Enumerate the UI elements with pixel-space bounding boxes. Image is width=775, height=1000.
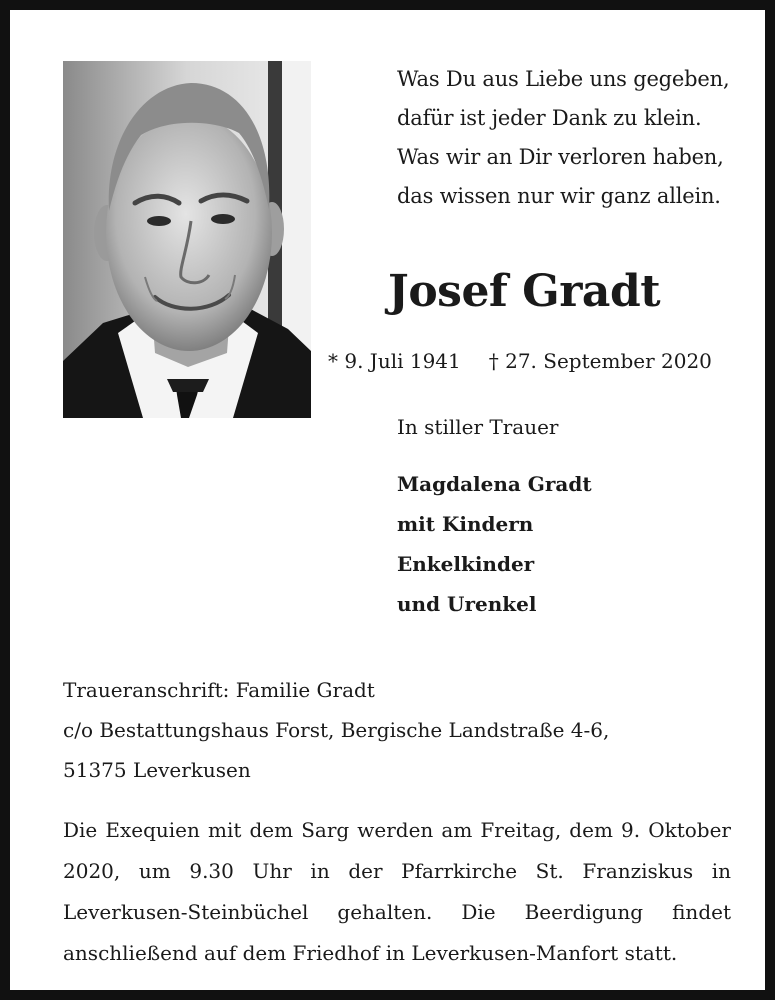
grief-intro: In stiller Trauer: [397, 415, 559, 439]
deceased-name: Josef Gradt: [388, 266, 661, 317]
death-date: † 27. September 2020: [488, 349, 712, 373]
life-dates: [328, 349, 712, 373]
mourner: Enkelkinder: [397, 552, 535, 576]
address-line: c/o Bestattungshaus Forst, Bergische Landstraße 4-6,: [63, 718, 610, 742]
address-line: Traueranschrift: Familie Gradt: [63, 678, 375, 702]
mourner: und Urenkel: [397, 592, 537, 616]
mourning-address: [63, 670, 609, 790]
funeral-service-text: Die Exequien mit dem Sarg werden am Freitag, dem 9. Oktober 2020, um 9.30 Uhr in der Pfarrkirche St. Franziskus in Leverkusen-Steinbüchel gehalten. Die Beerdigung findet anschließend auf dem Friedhof in Leverkusen-Manfort statt.: [63, 818, 731, 965]
poem-line: das wissen nur wir ganz allein.: [397, 184, 721, 208]
poem-line: Was Du aus Liebe uns gegeben,: [397, 67, 730, 91]
poem-line: dafür ist jeder Dank zu klein.: [397, 106, 702, 130]
poem: [397, 60, 757, 216]
mourner: mit Kindern: [397, 512, 534, 536]
mourner: Magdalena Gradt: [397, 472, 592, 496]
birth-date: * 9. Juli 1941: [328, 349, 461, 373]
poem-line: Was wir an Dir verloren haben,: [397, 145, 724, 169]
portrait-photo: [63, 61, 311, 418]
address-line: 51375 Leverkusen: [63, 758, 251, 782]
mourners-list: [397, 464, 592, 624]
